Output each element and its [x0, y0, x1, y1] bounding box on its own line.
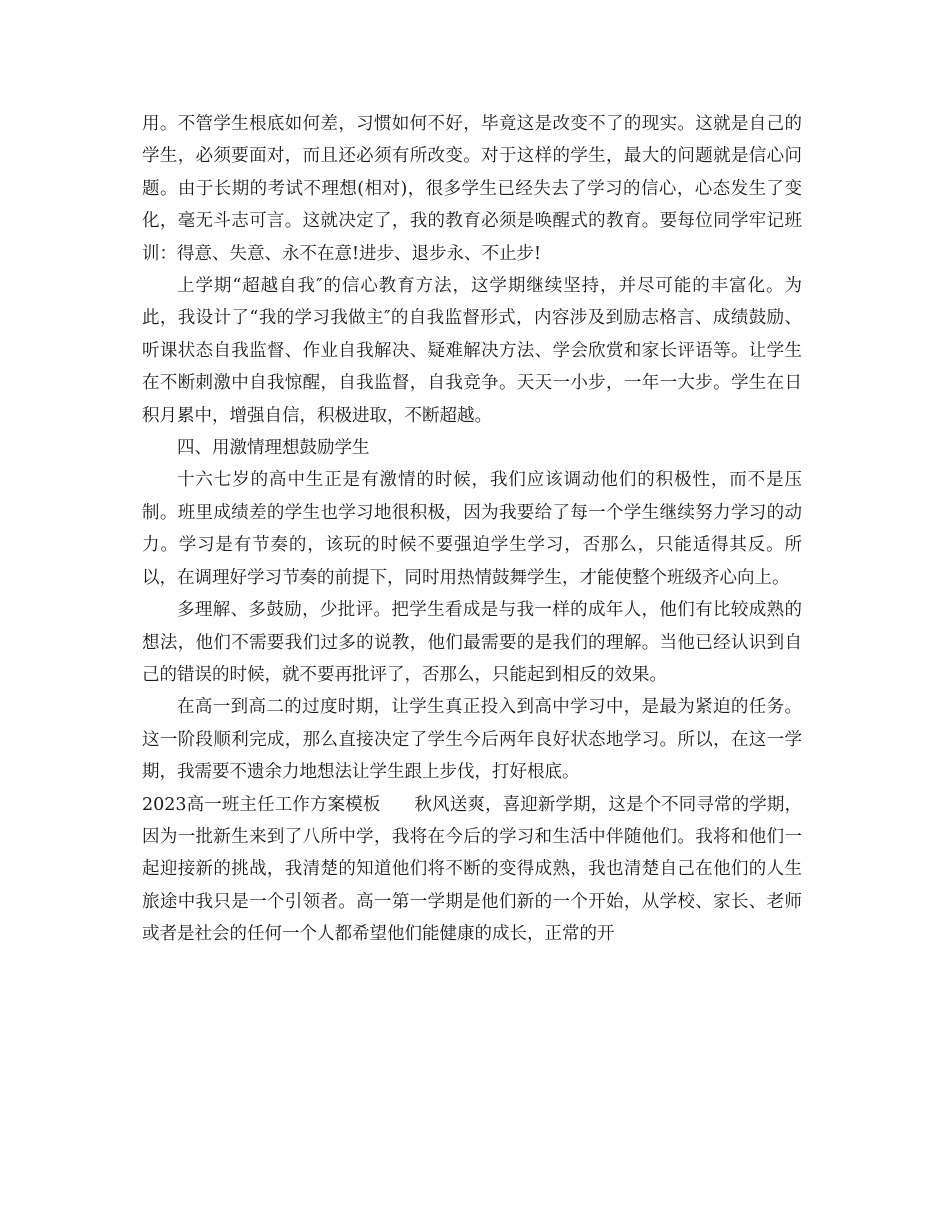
plan-intro-text: 秋风送爽，喜迎新学期，这是个不同寻常的学期，因为一批新生来到了八所中学，我将在今后的学习和生活中伴随他们。我将和他们一起迎接新的挑战，我清楚的知道他们将不断的变得成熟，我也清楚自己在他们的人生旅途中我只是一个引领者。高一第一学期是他们新的一个开始，从学校、家长、老师或者是社会的任何一个人都希望他们能健康的成长，正常的开 [142, 794, 802, 945]
paragraph-self-surpass: 上学期“超越自我″的信心教育方法，这学期继续坚持，并尽可能的丰富化。为此，我设计了“我的学习我做主″的自我监督形式，内容涉及到励志格言、成绩鼓励、听课状态自我监督、作业自我解决、疑难解决方法、学会欣赏和家长评语等。让学生在不断刺激中自我惊醒，自我监督，自我竞争。天天一小步，一年一大步。学生在日积月累中，增强自信，积极进取，不断超越。 [142, 276, 802, 426]
paragraph-plan-template [142, 789, 802, 951]
paragraph-encourage: 多理解、多鼓励，少批评。把学生看成是与我一样的成年人，他们有比较成熟的想法，他们不需要我们过多的说教，他们最需要的是我们的理解。当他已经认识到自己的错误的时候，就不要再批评了，否那么，只能起到相反的效果。 [142, 600, 802, 685]
document-page [142, 108, 802, 951]
paragraph-passion: 十六七岁的高中生正是有激情的时候，我们应该调动他们的积极性，而不是压制。班里成绩差的学生也学习地很积极，因为我要给了每一个学生继续努力学习的动力。学习是有节奏的，该玩的时候不要强迫学生学习，否那么，只能适得其反。所以，在调理好学习节奏的前提下，同时用热情鼓舞学生，才能使整个班级齐心向上。 [142, 470, 802, 588]
plan-title: 2023高一班主任工作方案模板 [142, 794, 381, 815]
paragraph-belief: 用。不管学生根底如何差，习惯如何不好，毕竟这是改变不了的现实。这就是自己的学生，必须要面对，而且还必须有所改变。对于这样的学生，最大的问题就是信心问题。由于长期的考试不理想(相对)，很多学生已经失去了学习的信心，心态发生了变化，毫无斗志可言。这就决定了，我的教育必须是唤醒式的教育。要每位同学牢记班训：得意、失意、永不在意!进步、退步永、不止步! [142, 114, 802, 264]
paragraph-transition: 在高一到高二的过度时期，让学生真正投入到高中学习中，是最为紧迫的任务。这一阶段顺利完成，那么直接决定了学生今后两年良好状态地学习。所以，在这一学期，我需要不遗余力地想法让学生跟上步伐，打好根底。 [142, 697, 802, 783]
section-heading-four: 四、用激情理想鼓励学生 [177, 438, 370, 459]
